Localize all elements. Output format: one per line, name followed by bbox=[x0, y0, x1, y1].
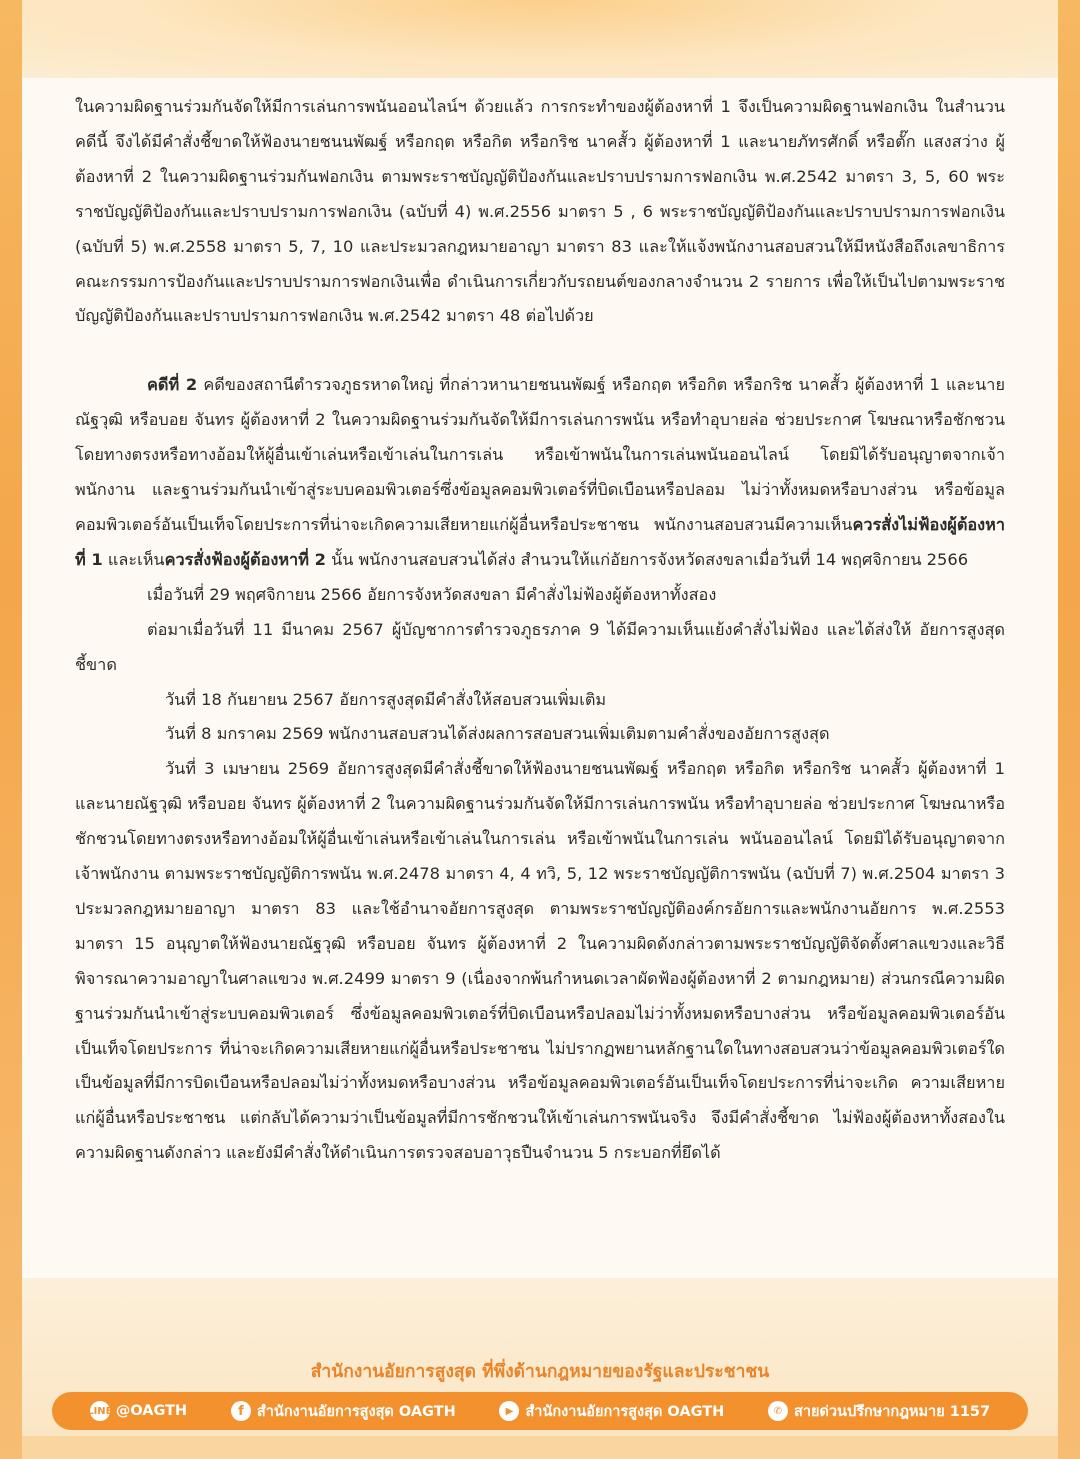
youtube-icon: ▶ bbox=[499, 1401, 519, 1421]
paragraph-case1-continued: ในความผิดฐานร่วมกันจัดให้มีการเล่นการพนันออนไลน์ฯ ด้วยแล้ว การกระทำของผู้ต้องหาที่ 1 จึงเป็นความผิดฐานฟอกเงิน ในสำนวนคดีนี้ จึงได้มีคำสั่งชี้ขาดให้ฟ้องนายชนนพัฒฐ์ หรือกฤต หรือกิต หรือกริช นาคสั้ว ผู้ต้องหาที่ 1 และนายภัทรศักดิ์ หรือตั๊ก แสงสว่าง ผู้ต้องหาที่ 2 ในความผิดฐานร่วมกันฟอกเงิน ตามพระราชบัญญัติป้องกันและปราบปรามการฟอกเงิน พ.ศ.2542 มาตรา 3, 5, 60 พระราชบัญญัติป้องกันและปราบปรามการฟอกเงิน (ฉบับที่ 4) พ.ศ.2556 มาตรา 5 , 6 พระราชบัญญัติป้องกันและปราบปรามการฟอกเงิน (ฉบับที่ 5) พ.ศ.2558 มาตรา 5, 7, 10 และประมวลกฎหมายอาญา มาตรา 83 และให้แจ้งพนักงานสอบสวนให้มีหนังสือถึงเลขาธิการคณะกรรมการป้องกันและปราบปรามการฟอกเงินเพื่อ ดำเนินการเกี่ยวกับรถยนต์ของกลางจำนวน 2 รายการ เพื่อให้เป็นไปตามพระราชบัญญัติป้องกันและปราบปรามการฟอกเงิน พ.ศ.2542 มาตรา 48 ต่อไปด้วย bbox=[75, 97, 1005, 326]
left-decorative-border bbox=[0, 0, 22, 1459]
footer-youtube-label: สำนักงานอัยการสูงสุด OAGTH bbox=[525, 1403, 725, 1420]
footer-tagline: สำนักงานอัยการสูงสุด ที่พึ่งด้านกฎหมายของรัฐและประชาชน bbox=[310, 1362, 770, 1382]
timeline-event-5: วันที่ 3 เมษายน 2569 อัยการสูงสุดมีคำสั่งชี้ขาดให้ฟ้องนายชนนพัฒฐ์ หรือกฤต หรือกิต หรือกริช นาคสั้ว ผู้ต้องหาที่ 1 และนายณัฐวุฒิ หรือบอย จันทร ผู้ต้องหาที่ 2 ในความผิดฐานร่วมกันจัดให้มีการเล่นการพนัน หรือทำอุบายล่อ ช่วยประกาศ โฆษณาหรือชักชวนโดยทางตรงหรือทางอ้อมให้ผู้อื่นเข้าเล่นหรือเข้าเล่นในการเล่น หรือเข้าพนันในการเล่น พนันออนไลน์ โดยมิได้รับอนุญาตจากเจ้าพนักงาน ตามพระราชบัญญัติการพนัน พ.ศ.2478 มาตรา 4, 4 ทวิ, 5, 12 พระราชบัญญัติการพนัน (ฉบับที่ 7) พ.ศ.2504 มาตรา 3 ประมวลกฎหมายอาญา มาตรา 83 และใช้อำนาจอัยการสูงสุด ตามพระราชบัญญัติองค์กรอัยการและพนักงานอัยการ พ.ศ.2553 มาตรา 15 อนุญาตให้ฟ้องนายณัฐวุฒิ หรือบอย จันทร ผู้ต้องหาที่ 2 ในความผิดดังกล่าวตามพระราชบัญญัติจัดตั้งศาลแขวงและวิธีพิจารณาความอาญาในศาลแขวง พ.ศ.2499 มาตรา 9 (เนื่องจากพ้นกำหนดเวลาผัดฟ้องผู้ต้องหาที่ 2 ตามกฎหมาย) ส่วนกรณีความผิดฐานร่วมกันนำเข้าสู่ระบบคอมพิวเตอร์ ซึ่งข้อมูลคอมพิวเตอร์ที่บิดเบือนหรือปลอมไม่ว่าทั้งหมดหรือบางส่วน หรือข้อมูลคอมพิวเตอร์อันเป็นเท็จโดยประการ ที่น่าจะเกิดความเสียหายแก่ผู้อื่นหรือประชาชน ไม่ปรากฏพยานหลักฐานใดในทางสอบสวนว่าข้อมูลคอมพิวเตอร์ใด เป็นข้อมูลที่มีการบิดเบือนหรือปลอมไม่ว่าทั้งหมดหรือบางส่วน หรือข้อมูลคอมพิวเตอร์อันเป็นเท็จโดยประการที่น่าจะเกิด ความเสียหายแก่ผู้อื่นหรือประชาชน แต่กลับได้ความว่าเป็นข้อมูลที่มีการชักชวนให้เข้าเล่นการพนันจริง จึงมีคำสั่งชี้ขาด ไม่ฟ้องผู้ต้องหาทั้งสองในความผิดฐานดังกล่าว และยังมีคำสั่งให้ดำเนินการตรวจสอบอาวุธปืนจำนวน 5 กระบอกที่ยึดได้ bbox=[75, 759, 1005, 1163]
timeline-event-4: วันที่ 8 มกราคม 2569 พนักงานสอบสวนได้ส่งผลการสอบสวนเพิ่มเติมตามคำสั่งของอัยการสูงสุด bbox=[165, 724, 830, 744]
case2-bold-no-prosecute: ควรสั่งไม่ฟ้องผู้ต้องหาที่ 1 bbox=[75, 514, 1005, 569]
footer-facebook-link[interactable] bbox=[231, 1400, 456, 1423]
case2-text-b: และเห็น bbox=[102, 549, 165, 569]
facebook-icon: f bbox=[231, 1401, 251, 1421]
timeline-event-1: เมื่อวันที่ 29 พฤศจิกายน 2566 อัยการจังหวัดสงขลา มีคำสั่งไม่ฟ้องผู้ต้องหาทั้งสอง bbox=[147, 584, 717, 604]
footer-hotline-label: สายด่วนปรึกษากฎหมาย 1157 bbox=[793, 1403, 991, 1420]
footer-facebook-label: สำนักงานอัยการสูงสุด OAGTH bbox=[256, 1403, 456, 1420]
document-body bbox=[75, 90, 1005, 1171]
right-decorative-border bbox=[1058, 0, 1080, 1459]
paragraph-case2 bbox=[75, 368, 1005, 577]
footer-contact-bar bbox=[52, 1392, 1028, 1430]
case2-text-c: นั้น พนักงานสอบสวนได้ส่ง สำนวนให้แก่อัยการจังหวัดสงขลาเมื่อวันที่ 14 พฤศจิกายน 2566 bbox=[325, 549, 969, 569]
bottom-decoration bbox=[22, 1436, 1058, 1459]
case2-bold-prosecute: ควรสั่งฟ้องผู้ต้องหาที่ 2 bbox=[164, 549, 326, 569]
timeline-event-2: ต่อมาเมื่อวันที่ 11 มีนาคม 2567 ผู้บัญชาการตำรวจภูธรภาค 9 ได้มีความเห็นแย้งคำสั่งไม่ฟ้อง และได้ส่งให้ อัยการสูงสุดชี้ขาด bbox=[75, 619, 1005, 674]
phone-icon: ✆ bbox=[768, 1401, 788, 1421]
paragraph-spacer bbox=[75, 334, 1005, 368]
footer-line-link[interactable] bbox=[87, 1401, 188, 1421]
header-decoration bbox=[22, 0, 1058, 80]
case2-heading: คดีที่ 2 bbox=[147, 375, 198, 395]
footer-youtube-link[interactable] bbox=[499, 1400, 724, 1423]
footer-hotline-link[interactable] bbox=[768, 1400, 990, 1423]
line-icon: LINE bbox=[90, 1401, 110, 1421]
footer-line-label: @OAGTH bbox=[115, 1403, 188, 1419]
timeline-event-3: วันที่ 18 กันยายน 2567 อัยการสูงสุดมีคำสั่งให้สอบสวนเพิ่มเติม bbox=[165, 689, 607, 709]
case2-text-a: คดีของสถานีตำรวจภูธรหาดใหญ่ ที่กล่าวหานายชนนพัฒฐ์ หรือกฤต หรือกิต หรือกริช นาคสั้ว ผู้ต้องหาที่ 1 และนายณัฐวุฒิ หรือบอย จันทร ผู้ต้องหาที่ 2 ในความผิดฐานร่วมกันจัดให้มีการเล่นการพนัน หรือทำอุบายล่อ ช่วยประกาศ โฆษณาหรือชักชวนโดยทางตรงหรือทางอ้อมให้ผู้อื่นเข้าเล่นหรือเข้าเล่นในการเล่น หรือเข้าพนันในการเล่นพนันออนไลน์ โดยมิได้รับอนุญาตจากเจ้าพนักงาน และฐานร่วมกันนำเข้าสู่ระบบคอมพิวเตอร์ซึ่งข้อมูลคอมพิวเตอร์ที่บิดเบือนหรือปลอม ไม่ว่าทั้งหมดหรือบางส่วน หรือข้อมูลคอมพิวเตอร์อันเป็นเท็จโดยประการที่น่าจะเกิดความเสียหายแก่ผู้อื่นหรือประชาชน พนักงานสอบสวนมีความเห็น bbox=[75, 375, 1005, 534]
